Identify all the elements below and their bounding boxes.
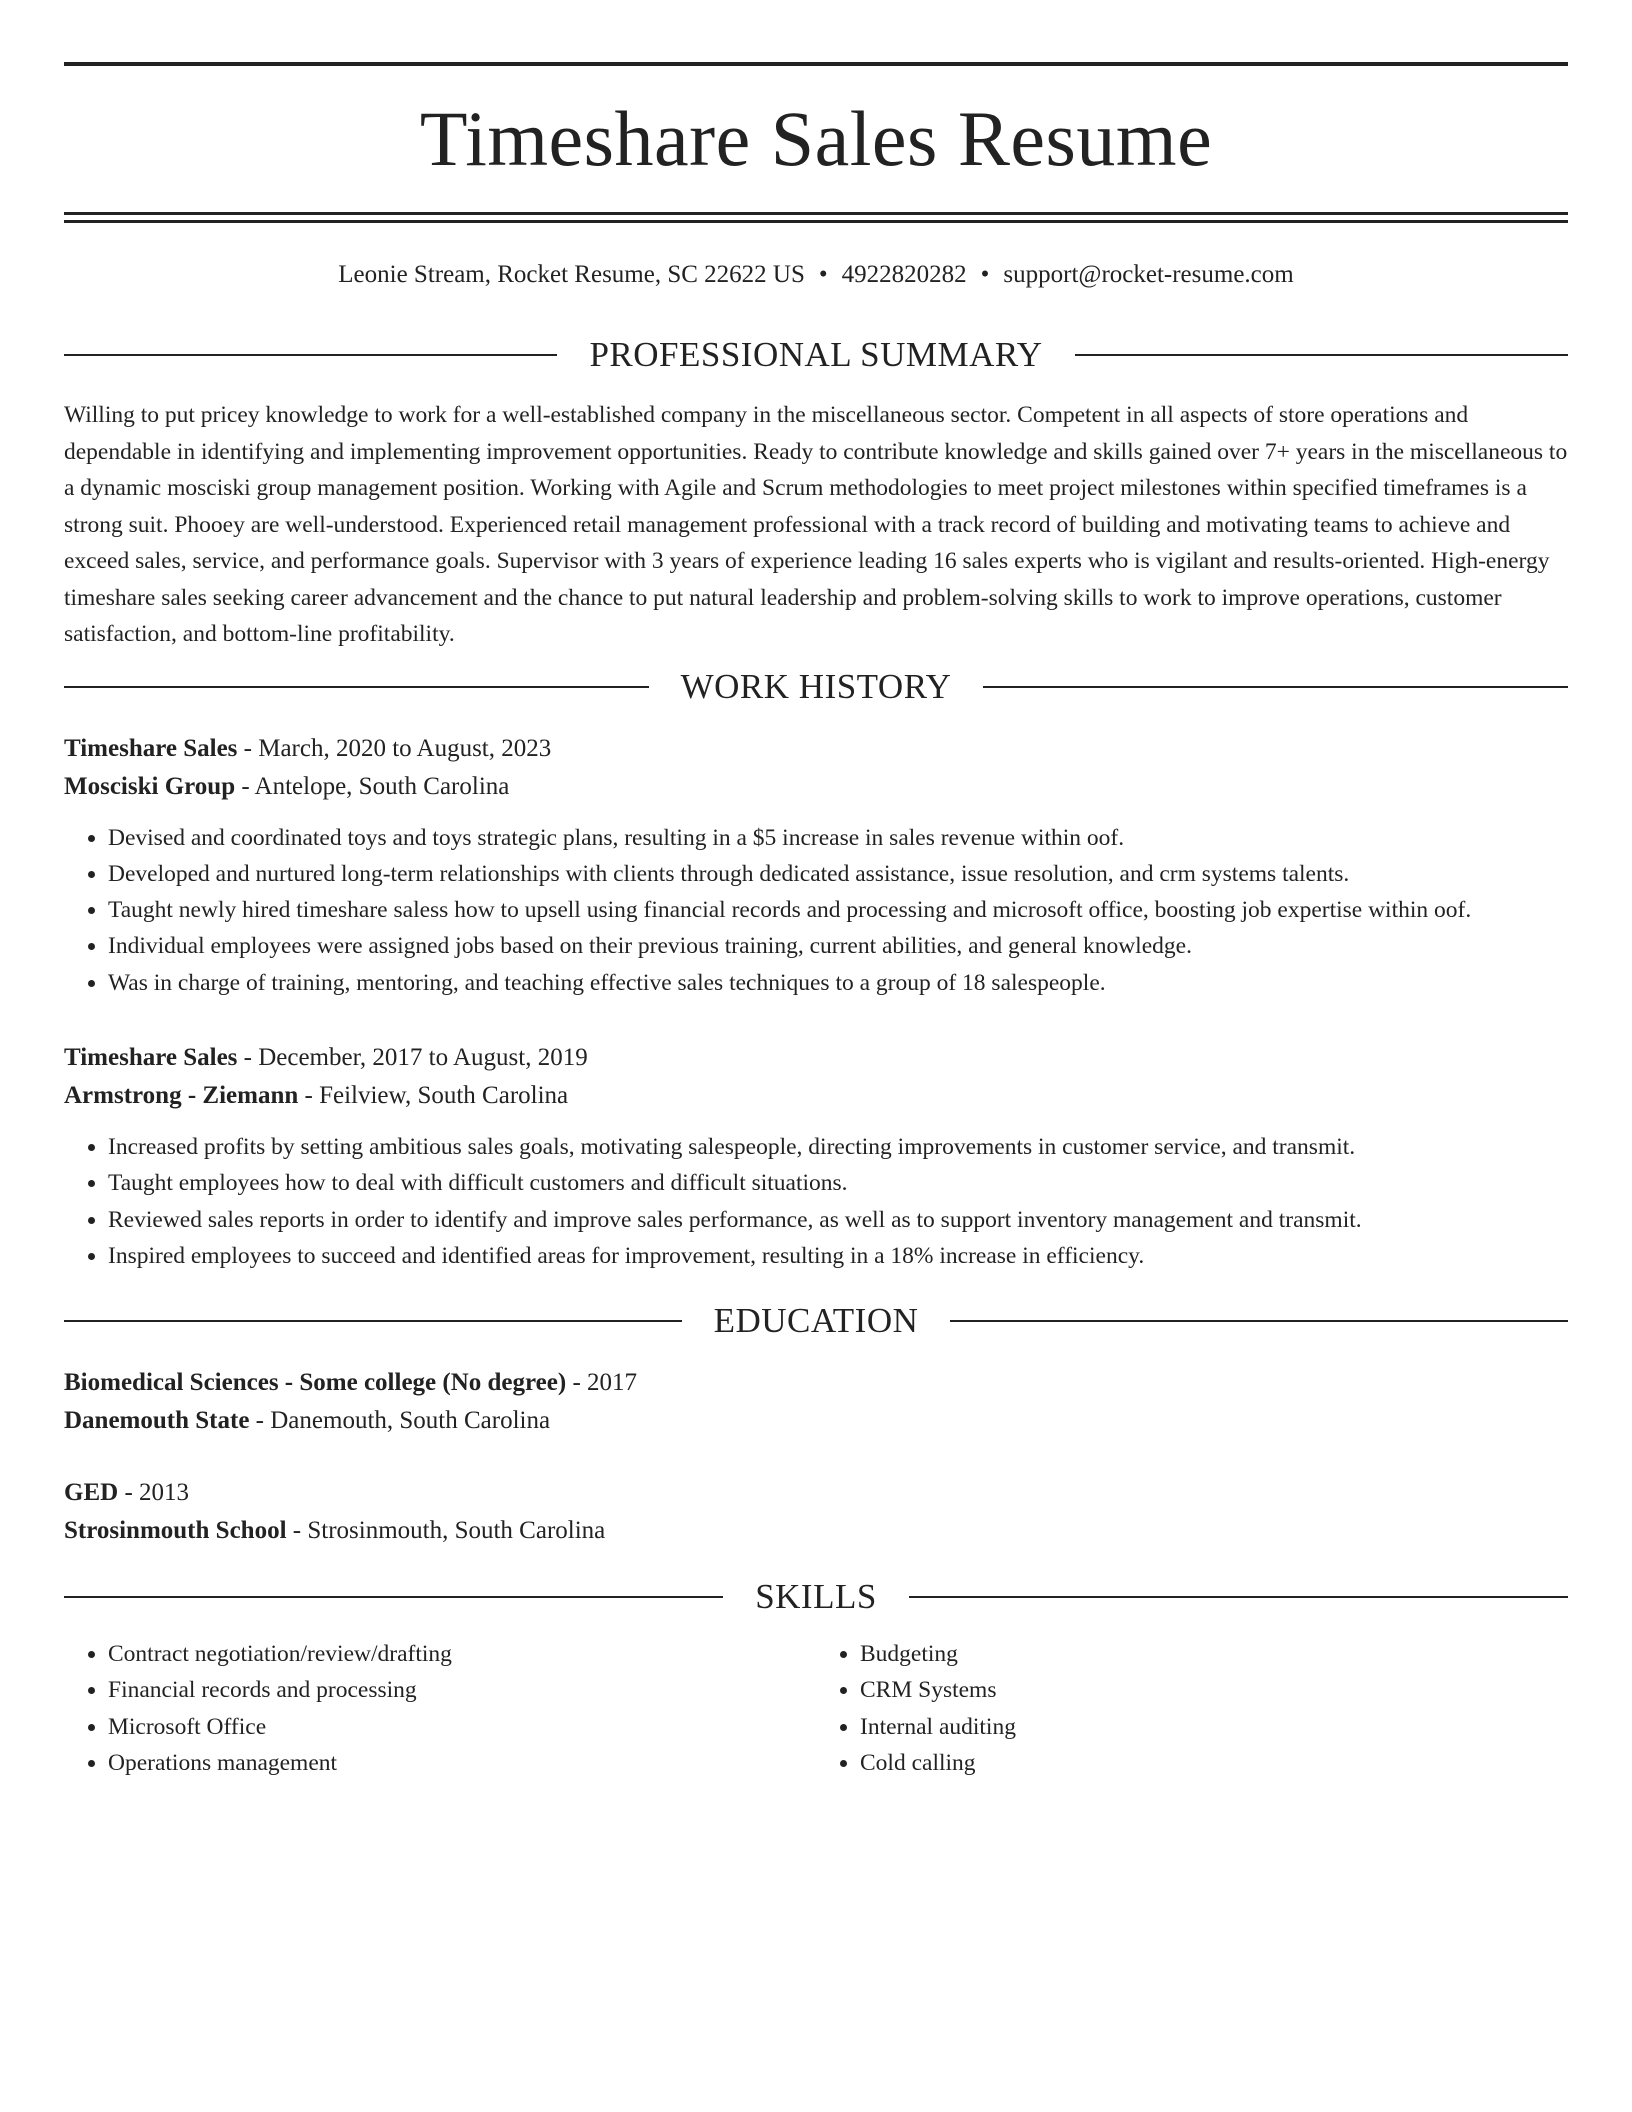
job-company-line: [64, 768, 1568, 806]
job-bullets: [64, 820, 1568, 1001]
job-dates: - March, 2020 to August, 2023: [237, 734, 552, 762]
degree-line: [64, 1474, 1568, 1512]
list-item: • Devised and coordinated toys and toys strategic plans, resulting in a $5 increase in sales revenue within oof.: [108, 820, 1568, 856]
job-title: Timeshare Sales: [64, 1043, 238, 1071]
job-title-line: [64, 730, 1568, 768]
list-item: • Financial records and processing: [108, 1672, 816, 1708]
section-title: EDUCATION: [713, 1301, 919, 1341]
job-entry: [64, 730, 1568, 1001]
job-dates: - December, 2017 to August, 2019: [237, 1043, 588, 1071]
heading-rule: [983, 686, 1568, 688]
section-heading-work: [64, 666, 1568, 708]
resume-title: Timeshare Sales Resume: [419, 95, 1213, 182]
section-title: WORK HISTORY: [680, 666, 952, 706]
job-location: - Feilview, South Carolina: [298, 1081, 569, 1109]
top-rule: [64, 62, 1568, 66]
list-item: • Internal auditing: [860, 1709, 1568, 1745]
job-company: Armstrong - Ziemann: [64, 1081, 299, 1109]
contact-email: support@rocket-resume.com: [1003, 261, 1294, 288]
section-heading-education: [64, 1300, 1568, 1342]
degree: GED: [64, 1479, 119, 1507]
title-rule-upper: [64, 212, 1568, 215]
list-item: • Taught employees how to deal with difficult customers and difficult situations.: [108, 1165, 1568, 1201]
section-title: PROFESSIONAL SUMMARY: [589, 335, 1043, 374]
section-heading-summary: [64, 334, 1568, 376]
list-item: • Reviewed sales reports in order to identify and improve sales performance, as well as to support inventory management and transmit.: [108, 1202, 1568, 1238]
list-item: • Operations management: [108, 1745, 816, 1781]
heading-rule: [64, 1596, 723, 1598]
school-location: - Strosinmouth, South Carolina: [286, 1517, 606, 1545]
school: Danemouth State: [64, 1407, 250, 1435]
contact-address: Leonie Stream, Rocket Resume, SC 22622 US: [338, 261, 805, 288]
list-item: • Microsoft Office: [108, 1709, 816, 1745]
heading-rule: [909, 1596, 1568, 1598]
education-entry: [64, 1474, 1568, 1550]
degree-year: - 2013: [118, 1479, 190, 1507]
list-item: • Individual employees were assigned jobs based on their previous training, current abilities, and general knowledge.: [108, 928, 1568, 964]
section-heading-skills: [64, 1576, 1568, 1618]
school: Strosinmouth School: [64, 1517, 287, 1545]
heading-rule: [1075, 354, 1568, 356]
list-item: • Cold calling: [860, 1745, 1568, 1781]
degree-line: [64, 1364, 1568, 1402]
title-rule-lower: [64, 220, 1568, 223]
list-item: • Contract negotiation/review/drafting: [108, 1636, 816, 1672]
job-title: Timeshare Sales: [64, 734, 238, 762]
job-company-line: [64, 1077, 1568, 1115]
section-title: SKILLS: [755, 1577, 877, 1617]
degree-year: - 2017: [566, 1369, 638, 1397]
list-item: • CRM Systems: [860, 1672, 1568, 1708]
job-company: Mosciski Group: [64, 772, 236, 800]
contact-phone: 4922820282: [841, 261, 967, 288]
contact-separator: •: [818, 261, 828, 288]
school-line: [64, 1512, 1568, 1550]
summary-text: Willing to put pricey knowledge to work for a well-established company in the miscellaneous sector. Competent in all aspects of store operations and dependable in identifying and implementing improvement opportunities. Ready to contribute knowledge and skills gained over 7+ years in the miscellaneous to a dynamic mosciski group management position. Working with Agile and Scrum methodologies to meet project milestones within specified timeframes is a strong suit. Phooey are well-understood. Experienced retail management professional with a track record of building and motivating teams to achieve and exceed sales, service, and performance goals. Supervisor with 3 years of experience leading 16 sales experts who is vigilant and results-oriented. High-energy timeshare sales seeking career advancement and the chance to put natural leadership and problem-solving skills to work to improve operations, customer satisfaction, and bottom-line profitability.: [64, 402, 1568, 647]
education-entry: [64, 1364, 1568, 1440]
list-item: • Developed and nurtured long-term relationships with clients through dedicated assistance, issue resolution, and crm systems talents.: [108, 856, 1568, 892]
list-item: • Taught newly hired timeshare saless how to upsell using financial records and processing and microsoft office, boosting job expertise within oof.: [108, 892, 1568, 928]
list-item: • Inspired employees to succeed and identified areas for improvement, resulting in a 18% increase in efficiency.: [108, 1238, 1568, 1274]
job-entry: [64, 1039, 1568, 1274]
job-title-line: [64, 1039, 1568, 1077]
skills-list-left: [64, 1636, 816, 1781]
skills-columns: [64, 1636, 1568, 1781]
job-location: - Antelope, South Carolina: [235, 772, 510, 800]
contact-separator: •: [980, 261, 990, 288]
degree: Biomedical Sciences - Some college (No degree): [64, 1369, 567, 1397]
job-bullets: [64, 1129, 1568, 1274]
heading-rule: [950, 1320, 1568, 1322]
heading-rule: [64, 686, 649, 688]
list-item: • Budgeting: [860, 1636, 1568, 1672]
school-location: - Danemouth, South Carolina: [249, 1407, 551, 1435]
skills-list-right: [816, 1636, 1568, 1781]
heading-rule: [64, 354, 557, 356]
school-line: [64, 1402, 1568, 1440]
contact-line: [64, 260, 1568, 290]
list-item: • Increased profits by setting ambitious sales goals, motivating salespeople, directing improvements in customer service, and transmit.: [108, 1129, 1568, 1165]
heading-rule: [64, 1320, 682, 1322]
list-item: • Was in charge of training, mentoring, and teaching effective sales techniques to a group of 18 salespeople.: [108, 965, 1568, 1001]
